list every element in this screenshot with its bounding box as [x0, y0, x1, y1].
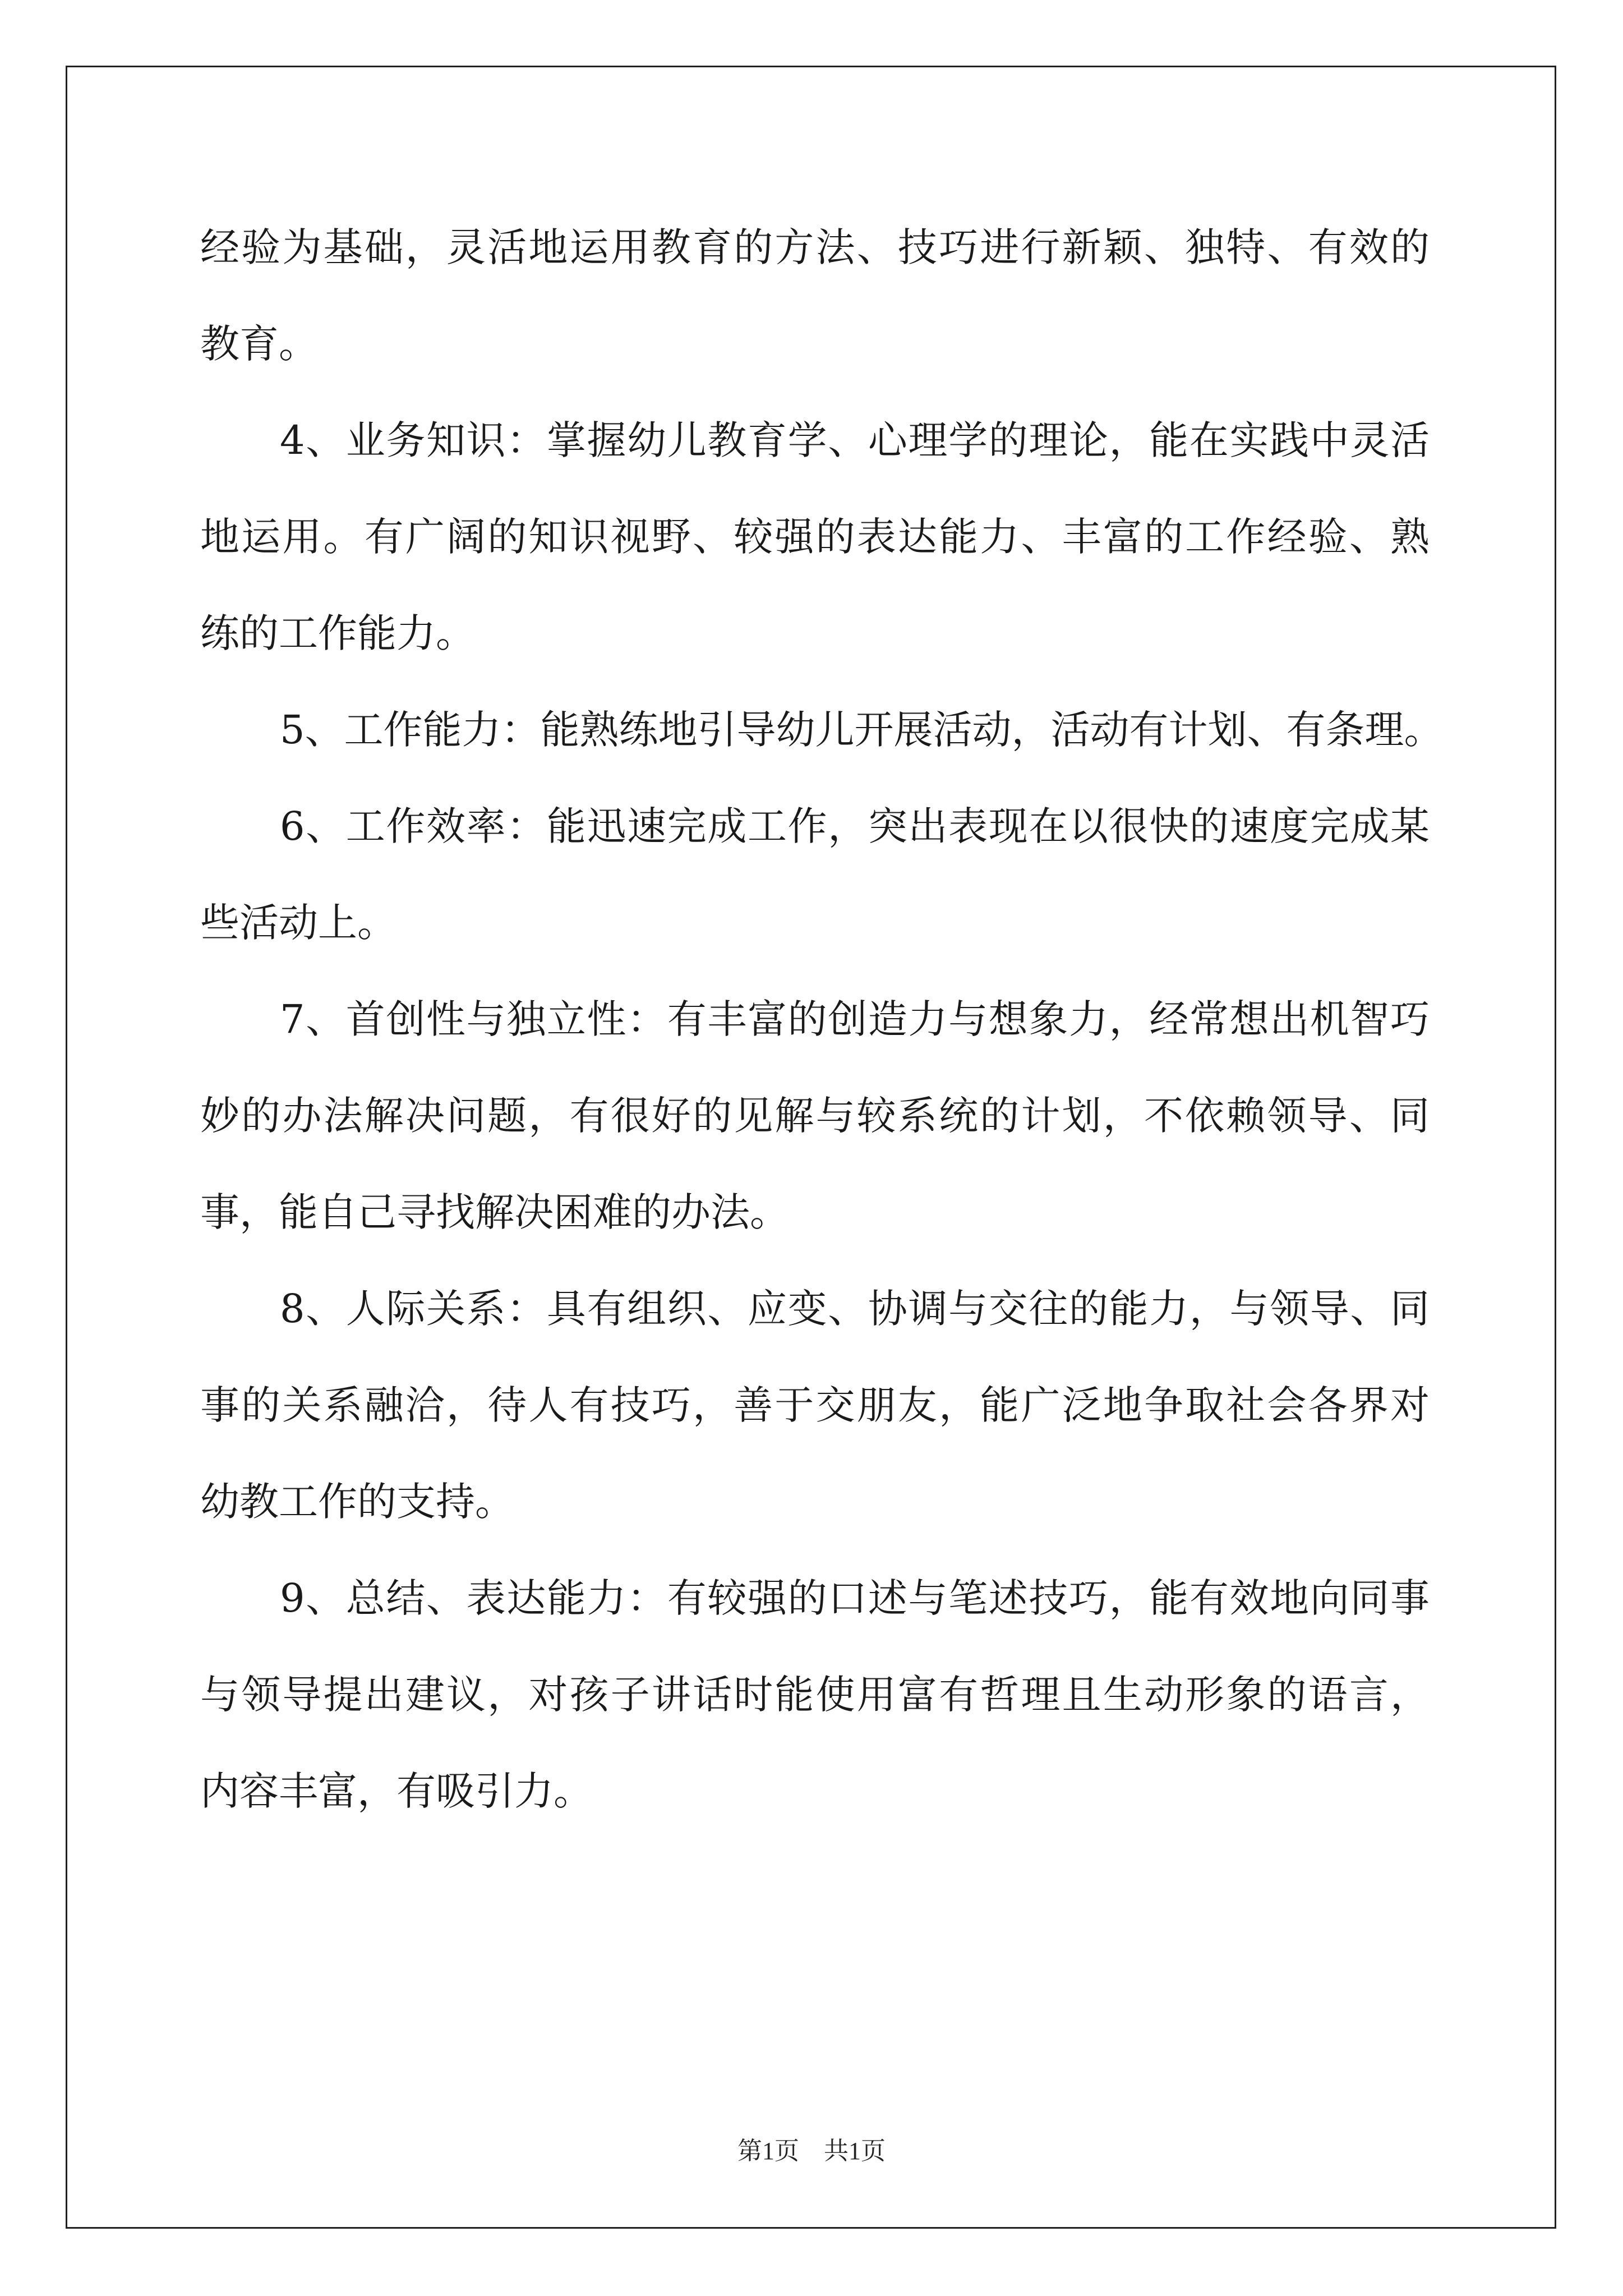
text-line: 妙的办法解决问题，有很好的见解与较系统的计划，不依赖领导、同	[200, 1093, 1430, 1139]
text-line: 些活动上。	[200, 900, 396, 946]
text-line: 9、总结、表达能力：有较强的口述与笔述技巧，能有效地向同事	[280, 1575, 1430, 1621]
text-line: 6、工作效率：能迅速完成工作，突出表现在以很快的速度完成某	[280, 803, 1430, 849]
document-body	[200, 199, 1444, 1839]
text-line: 7、首创性与独立性：有丰富的创造力与想象力，经常想出机智巧	[280, 996, 1430, 1042]
text-line: 5、工作能力：能熟练地引导幼儿开展活动，活动有计划、有条理。	[280, 707, 1444, 753]
text-line: 4、业务知识：掌握幼儿教育学、心理学的理论，能在实践中灵活	[280, 417, 1430, 463]
text-line: 事的关系融洽，待人有技巧，善于交朋友，能广泛地争取社会各界对	[200, 1382, 1430, 1428]
page-number-footer: 第1页 共1页	[737, 2137, 886, 2165]
text-line: 内容丰富，有吸引力。	[200, 1768, 593, 1814]
text-line: 地运用。有广阔的知识视野、较强的表达能力、丰富的工作经验、熟	[200, 514, 1430, 560]
text-line: 幼教工作的支持。	[200, 1479, 514, 1525]
text-line: 练的工作能力。	[200, 610, 475, 656]
text-line: 教育。	[200, 321, 318, 367]
text-line: 事，能自己寻找解决困难的办法。	[200, 1189, 789, 1235]
text-line: 经验为基础，灵活地运用教育的方法、技巧进行新颖、独特、有效的	[200, 224, 1430, 270]
text-line: 与领导提出建议，对孩子讲话时能使用富有哲理且生动形象的语言，	[200, 1672, 1430, 1718]
text-line: 8、人际关系：具有组织、应变、协调与交往的能力，与领导、同	[280, 1286, 1430, 1332]
